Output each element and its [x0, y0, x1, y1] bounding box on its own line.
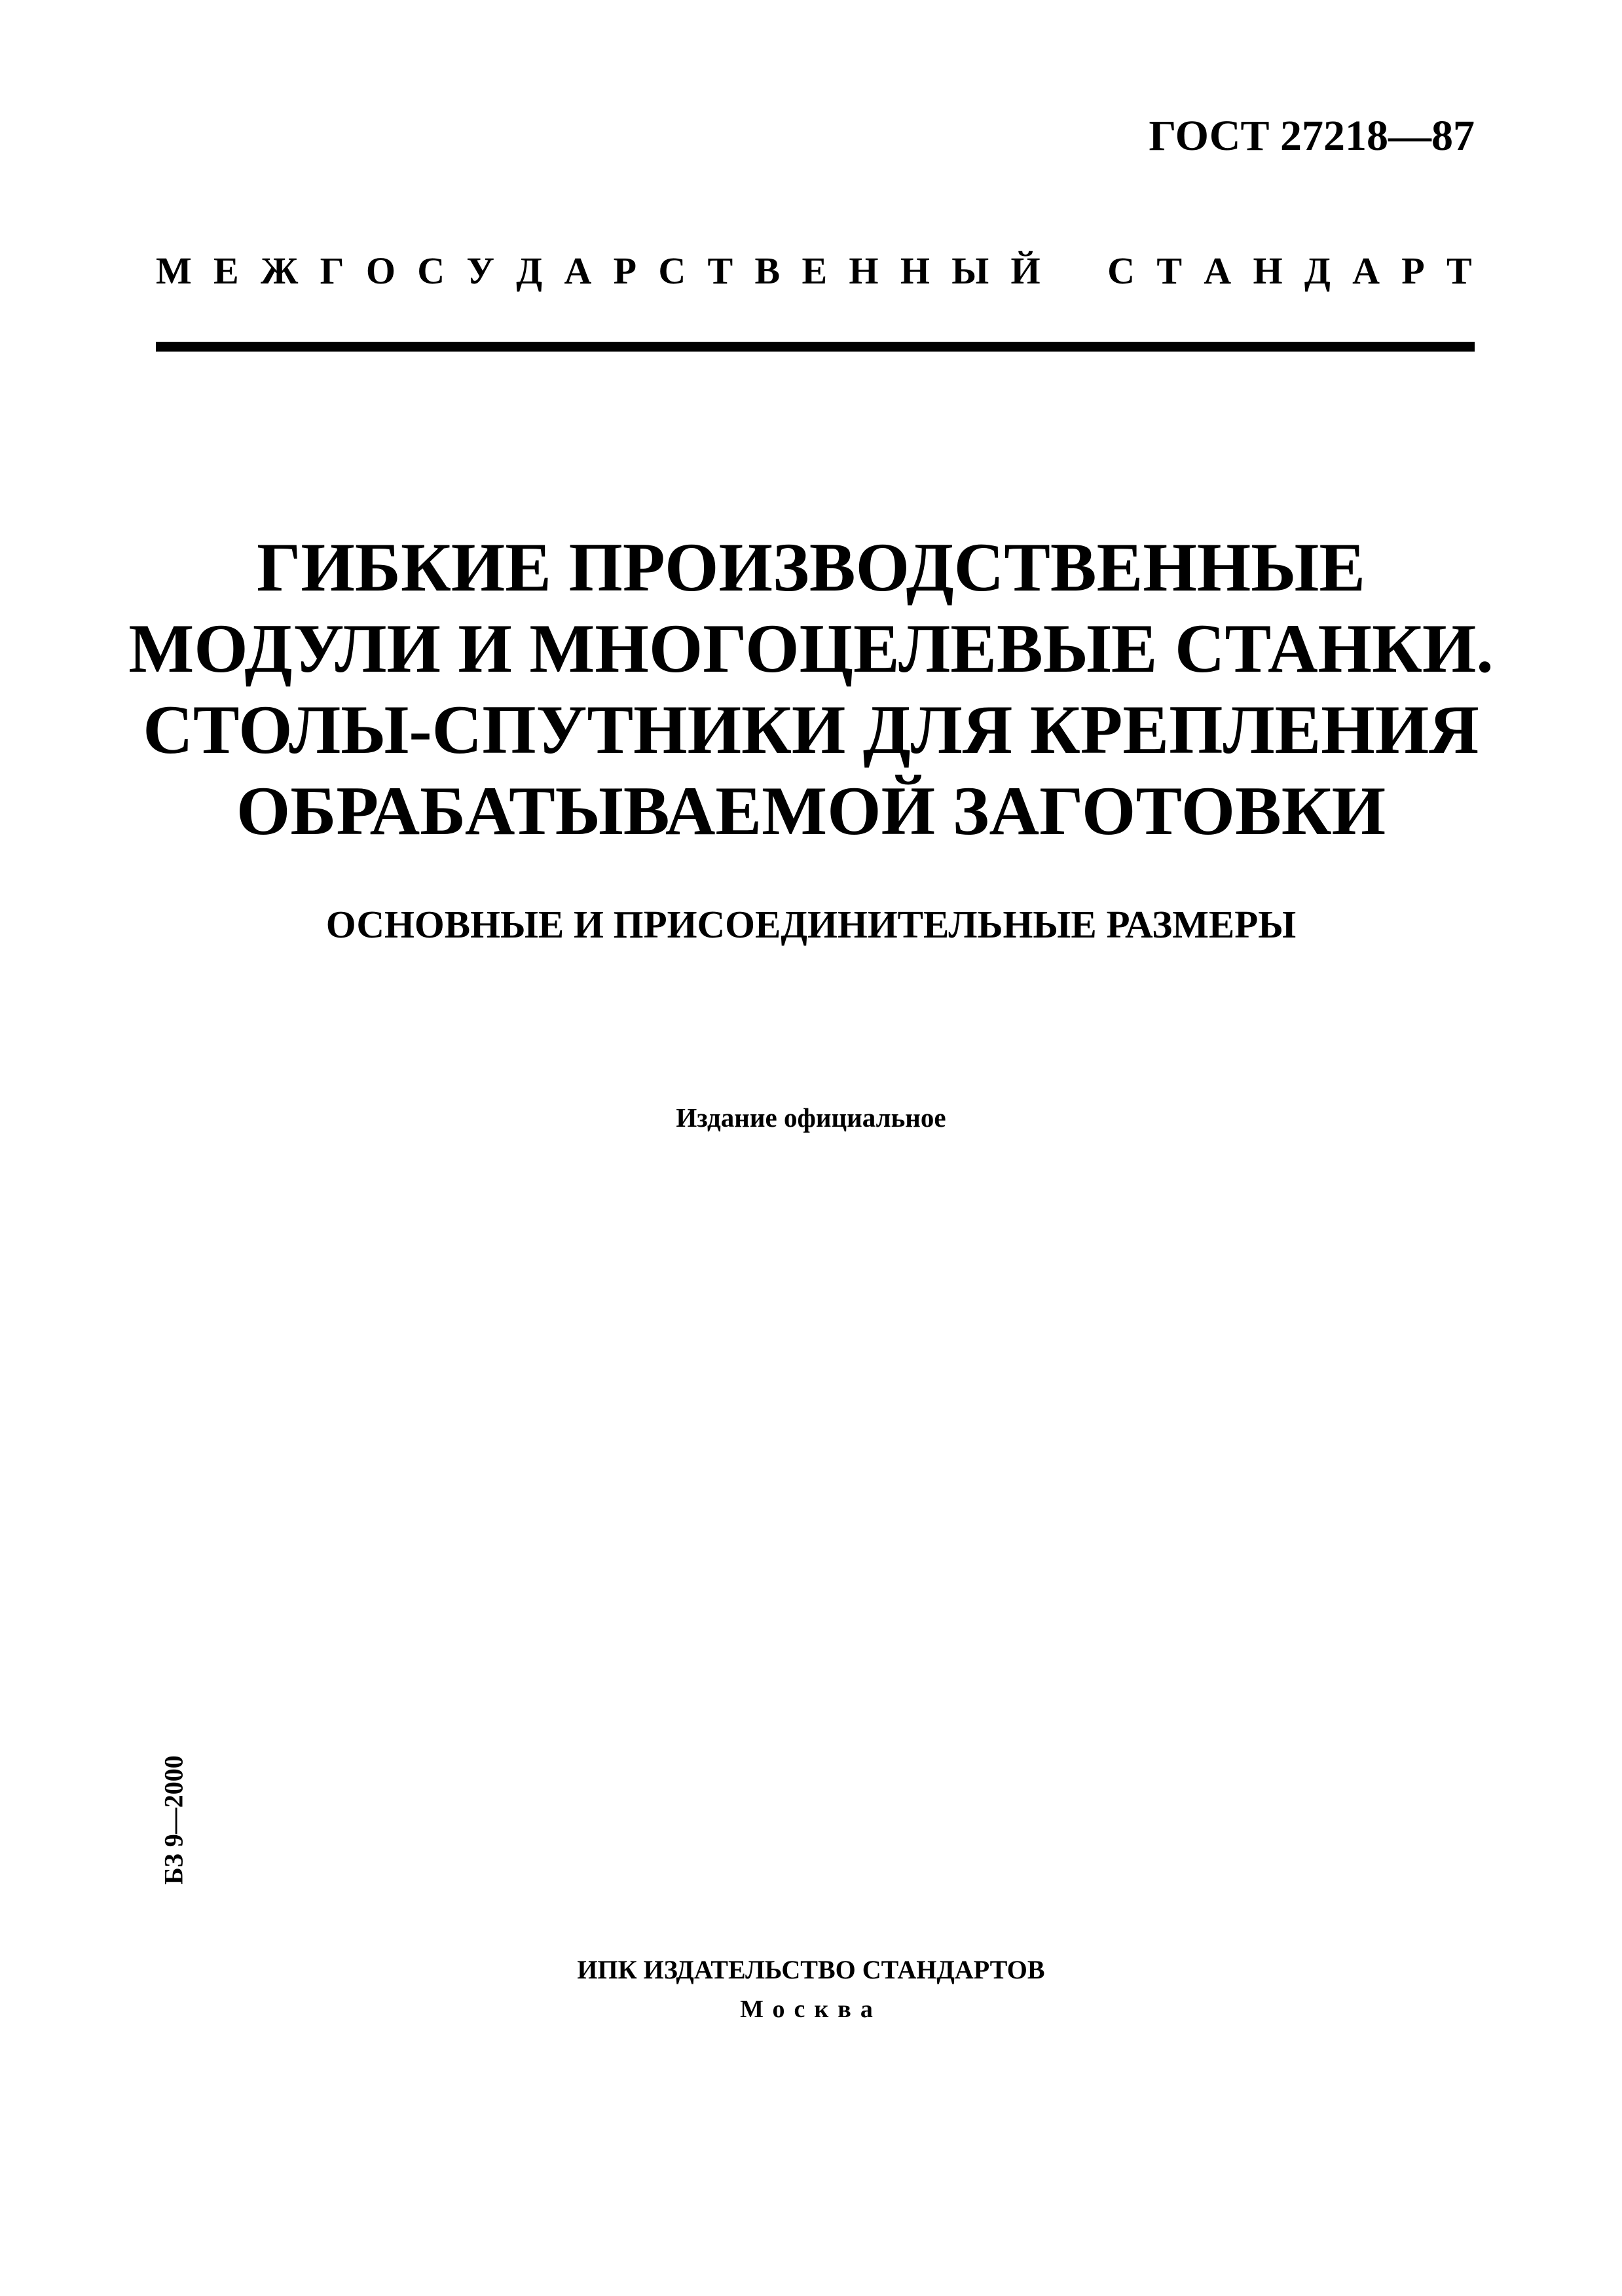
series-letter: Е	[213, 249, 239, 292]
series-letter: Ж	[261, 249, 299, 292]
series-letter: С	[1107, 249, 1135, 292]
title-line: СТОЛЫ-СПУТНИКИ ДЛЯ КРЕПЛЕНИЯ	[143, 691, 1479, 768]
series-letter: Д	[1304, 249, 1331, 292]
series-letter: Р	[1401, 249, 1425, 292]
series-letter: Г	[320, 249, 344, 292]
title-line: ОБРАБАТЫВАЕМОЙ ЗАГОТОВКИ	[236, 773, 1386, 849]
series-letter: С	[658, 249, 686, 292]
series-letter: Н	[900, 249, 930, 292]
series-letter: В	[754, 249, 781, 292]
title-line: ГИБКИЕ ПРОИЗВОДСТВЕННЫЕ	[256, 529, 1366, 606]
series-letter: Р	[613, 249, 637, 292]
series-letter: А	[564, 249, 592, 292]
side-catalog-code: БЗ 9—2000	[158, 1755, 189, 1885]
series-letter: Н	[849, 249, 879, 292]
series-letter: Е	[802, 249, 828, 292]
publisher-city: Москва	[740, 1995, 882, 2023]
document-number: ГОСТ 27218—87	[1149, 112, 1475, 160]
series-letter: Ы	[951, 249, 989, 292]
series-letter: Й	[1010, 249, 1041, 292]
series-letter: А	[1204, 249, 1232, 292]
series-letter: У	[466, 249, 494, 292]
standard-series-heading	[156, 249, 1472, 293]
series-letter: А	[1352, 249, 1380, 292]
title-line: МОДУЛИ И МНОГОЦЕЛЕВЫЕ СТАНКИ.	[128, 610, 1494, 687]
series-letter: Т	[1446, 249, 1472, 292]
series-letter: Т	[707, 249, 733, 292]
series-letter: Д	[516, 249, 543, 292]
series-letter: М	[156, 249, 192, 292]
series-letter: О	[365, 249, 396, 292]
series-letter: Н	[1253, 249, 1283, 292]
document-title	[0, 527, 1622, 852]
publisher-name: ИПК ИЗДАТЕЛЬСТВО СТАНДАРТОВ	[577, 1955, 1045, 1984]
edition-label: Издание официальное	[676, 1102, 946, 1133]
document-subtitle: ОСНОВНЫЕ И ПРИСОЕДИНИТЕЛЬНЫЕ РАЗМЕРЫ	[325, 903, 1297, 946]
series-letter: С	[417, 249, 445, 292]
series-word-gap	[1062, 249, 1086, 293]
series-letter: Т	[1156, 249, 1183, 292]
heading-rule	[156, 342, 1475, 352]
